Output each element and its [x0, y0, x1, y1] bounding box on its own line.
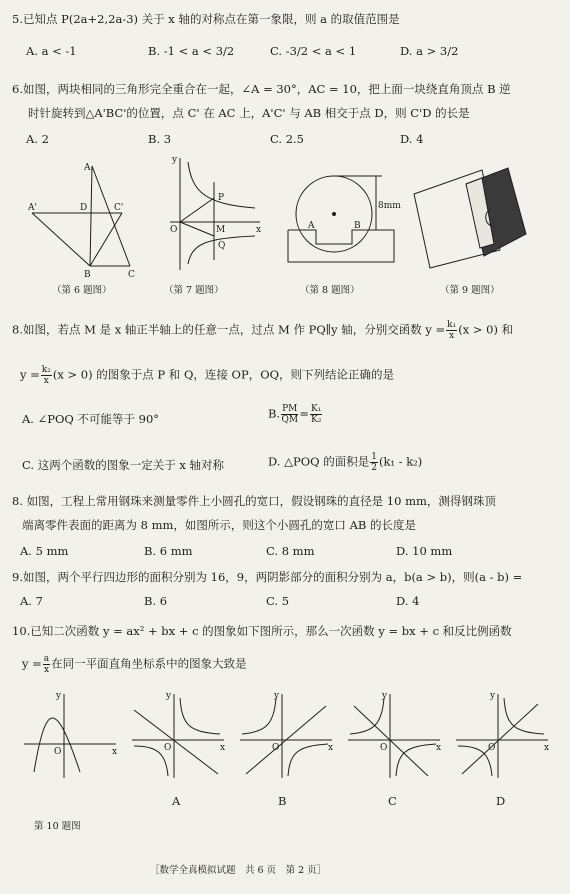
q10-graph-d-y: y — [490, 691, 496, 701]
fig6-label-a: A — [84, 163, 91, 173]
q10-graph-a-x: x — [220, 743, 226, 753]
q8a-option-d-pre: D. △POQ 的面积是 — [268, 454, 370, 469]
q10-graph-c-x: x — [436, 743, 442, 753]
q8b-option-c: C. 8 mm — [266, 544, 315, 558]
q5-option-a: A. a < -1 — [26, 44, 77, 58]
q8a-option-d-num: 1 — [371, 452, 377, 462]
q10-parabola-o: O — [54, 747, 62, 757]
q10-graph-d-o: O — [488, 743, 496, 753]
q6-option-b: B. 3 — [148, 132, 172, 146]
q10-graph-b — [236, 690, 336, 780]
q10-graph-d — [452, 690, 552, 780]
q10-line1: 10.已知二次函数 y = ax² + bx + c 的图象如下图所示，那么一次函数 y = bx + c 和反比例函数 — [12, 624, 512, 638]
fig6-label-cp: C' — [114, 203, 124, 213]
q8b-line2: 端离零件表面的距离为 8 mm，如图所示，则这个小圆孔的宽口 AB 的长度是 — [22, 518, 417, 532]
q9-option-c: C. 5 — [266, 594, 290, 608]
fig7-label-p: P — [218, 193, 225, 203]
q8a-option-b — [268, 404, 323, 425]
q8a-line1-den: x — [449, 331, 455, 341]
q10-graph-a-y: y — [166, 691, 172, 701]
figure-8 — [286, 172, 406, 282]
q10-line2-den: x — [43, 665, 50, 675]
q10-caption: 第 10 题图 — [34, 821, 81, 832]
q6-line2: 时针旋转到△A'BC'的位置，点 C' 在 AC 上，A'C' 与 AB 相交于点 D，则 C'D 的长是 — [28, 106, 470, 120]
q10-line2-fraction — [43, 654, 50, 675]
fig8-label-b: B — [354, 221, 361, 231]
q8a-option-d — [268, 452, 422, 473]
figure-6 — [22, 158, 142, 278]
q8b-line1: 8. 如图，工程上常用钢珠来测量零件上小圆孔的宽口，假设钢珠的直径是 10 mm，测得钢珠顶 — [12, 494, 496, 508]
q8a-option-b-right-fraction — [310, 404, 322, 425]
q10-line2 — [22, 654, 247, 675]
figure-9 — [410, 160, 530, 270]
q8a-option-b-pre: B. — [268, 406, 281, 421]
q6-option-a: A. 2 — [26, 132, 49, 146]
q10-parabola-x: x — [112, 747, 118, 757]
q8b-option-b: B. 6 mm — [144, 544, 193, 558]
q8a-option-b-right-den: K₂ — [311, 415, 322, 425]
q8a-option-a: A. ∠POQ 不可能等于 90° — [22, 412, 160, 426]
q8a-option-b-left-num: PM — [282, 404, 298, 414]
fig8-caption: （第 8 题图） — [300, 285, 360, 296]
q10-graph-b-x: x — [328, 743, 334, 753]
q9-stem: 9.如图，两个平行四边形的面积分别为 16，9，两阴影部分的面积分别为 a，b(a > b)，则(a - b) = — [12, 570, 523, 584]
q8a-line2-den: x — [43, 376, 49, 386]
fig7-label-x: x — [256, 225, 262, 235]
q10-graph-a — [128, 690, 228, 780]
fig8-label-a: A — [308, 221, 315, 231]
q8a-line2-fraction — [41, 365, 52, 386]
q10-parabola-y: y — [56, 691, 62, 701]
q10-line2-num: a — [43, 654, 50, 664]
q6-line1: 6.如图，两块相同的三角形完全重合在一起，∠A = 30°，AC = 10，把上面一块绕直角顶点 B 逆 — [12, 82, 511, 96]
q8a-option-b-right-num: K₁ — [311, 404, 322, 414]
q10-parabola-graph — [20, 690, 120, 780]
q8a-line1 — [12, 320, 513, 341]
q8b-option-d: D. 10 mm — [396, 544, 453, 558]
q8a-line2 — [20, 365, 394, 386]
q8a-line2-num: k₂ — [41, 365, 51, 375]
q10-graph-c — [344, 690, 444, 780]
q10-graph-d-x: x — [544, 743, 550, 753]
q10-graph-b-o: O — [272, 743, 280, 753]
q10-graph-c-y: y — [382, 691, 388, 701]
fig7-label-q: Q — [218, 241, 226, 251]
fig6-label-ap: A' — [28, 203, 37, 213]
q8a-option-d-post: (k₁ - k₂) — [378, 454, 423, 469]
q5-option-c: C. -3/2 < a < 1 — [270, 44, 357, 58]
fig6-label-d: D — [80, 203, 88, 213]
q8a-line1-pre: 8.如图，若点 M 是 x 轴正半轴上的任意一点，过点 M 作 PQ∥y 轴，分别交函数 y = — [12, 322, 446, 337]
q5-stem: 5.已知点 P(2a+2,2a-3) 关于 x 轴的对称点在第一象限，则 a 的取值范围是 — [12, 12, 400, 26]
q10-line2-pre: y = — [22, 656, 42, 671]
q9-option-d: D. 4 — [396, 594, 420, 608]
fig6-label-c: C — [128, 270, 135, 280]
fig6-caption: （第 6 题图） — [52, 285, 112, 296]
q10-letter-b: B — [278, 794, 287, 808]
fig9-caption: （第 9 题图） — [440, 285, 500, 296]
fig8-label-mm: 8mm — [378, 201, 401, 211]
fig7-label-o: O — [170, 225, 178, 235]
q8a-option-b-equals: = — [299, 406, 310, 421]
q10-letter-c: C — [388, 794, 397, 808]
fig7-caption: （第 7 题图） — [164, 285, 224, 296]
page-footer: ［数学全真模拟试题 共 6 页 第 2 页］ — [150, 865, 327, 876]
q8a-line1-post: (x > 0) 和 — [458, 322, 514, 337]
q8a-line2-pre: y = — [20, 367, 40, 382]
q8a-option-d-fraction — [370, 452, 378, 473]
q8a-line1-fraction — [446, 320, 457, 341]
q6-option-d: D. 4 — [400, 132, 424, 146]
q10-graph-a-o: O — [164, 743, 172, 753]
q8a-option-d-den: 2 — [371, 463, 377, 473]
figure-7 — [160, 152, 270, 272]
q8a-option-b-left-fraction — [281, 404, 298, 425]
fig7-label-m: M — [216, 225, 226, 235]
q9-option-b: B. 6 — [144, 594, 168, 608]
q10-letter-d: D — [496, 794, 506, 808]
q9-option-a: A. 7 — [20, 594, 43, 608]
fig6-label-b: B — [84, 270, 91, 280]
q8a-line1-num: k₁ — [447, 320, 457, 330]
q10-letter-a: A — [172, 794, 181, 808]
q8a-option-c: C. 这两个函数的图象一定关于 x 轴对称 — [22, 458, 224, 472]
q10-line2-post: 在同一平面直角坐标系中的图象大致是 — [51, 656, 247, 671]
q8a-option-b-left-den: QM — [281, 415, 299, 425]
q5-option-d: D. a > 3/2 — [400, 44, 459, 58]
q10-graph-b-y: y — [274, 691, 280, 701]
q8a-line2-post: (x > 0) 的图象于点 P 和 Q，连接 OP，OQ，则下列结论正确的是 — [52, 367, 395, 382]
q10-graph-c-o: O — [380, 743, 388, 753]
fig7-label-y: y — [172, 155, 178, 165]
q5-option-b: B. -1 < a < 3/2 — [148, 44, 235, 58]
q6-option-c: C. 2.5 — [270, 132, 304, 146]
q8b-option-a: A. 5 mm — [20, 544, 69, 558]
